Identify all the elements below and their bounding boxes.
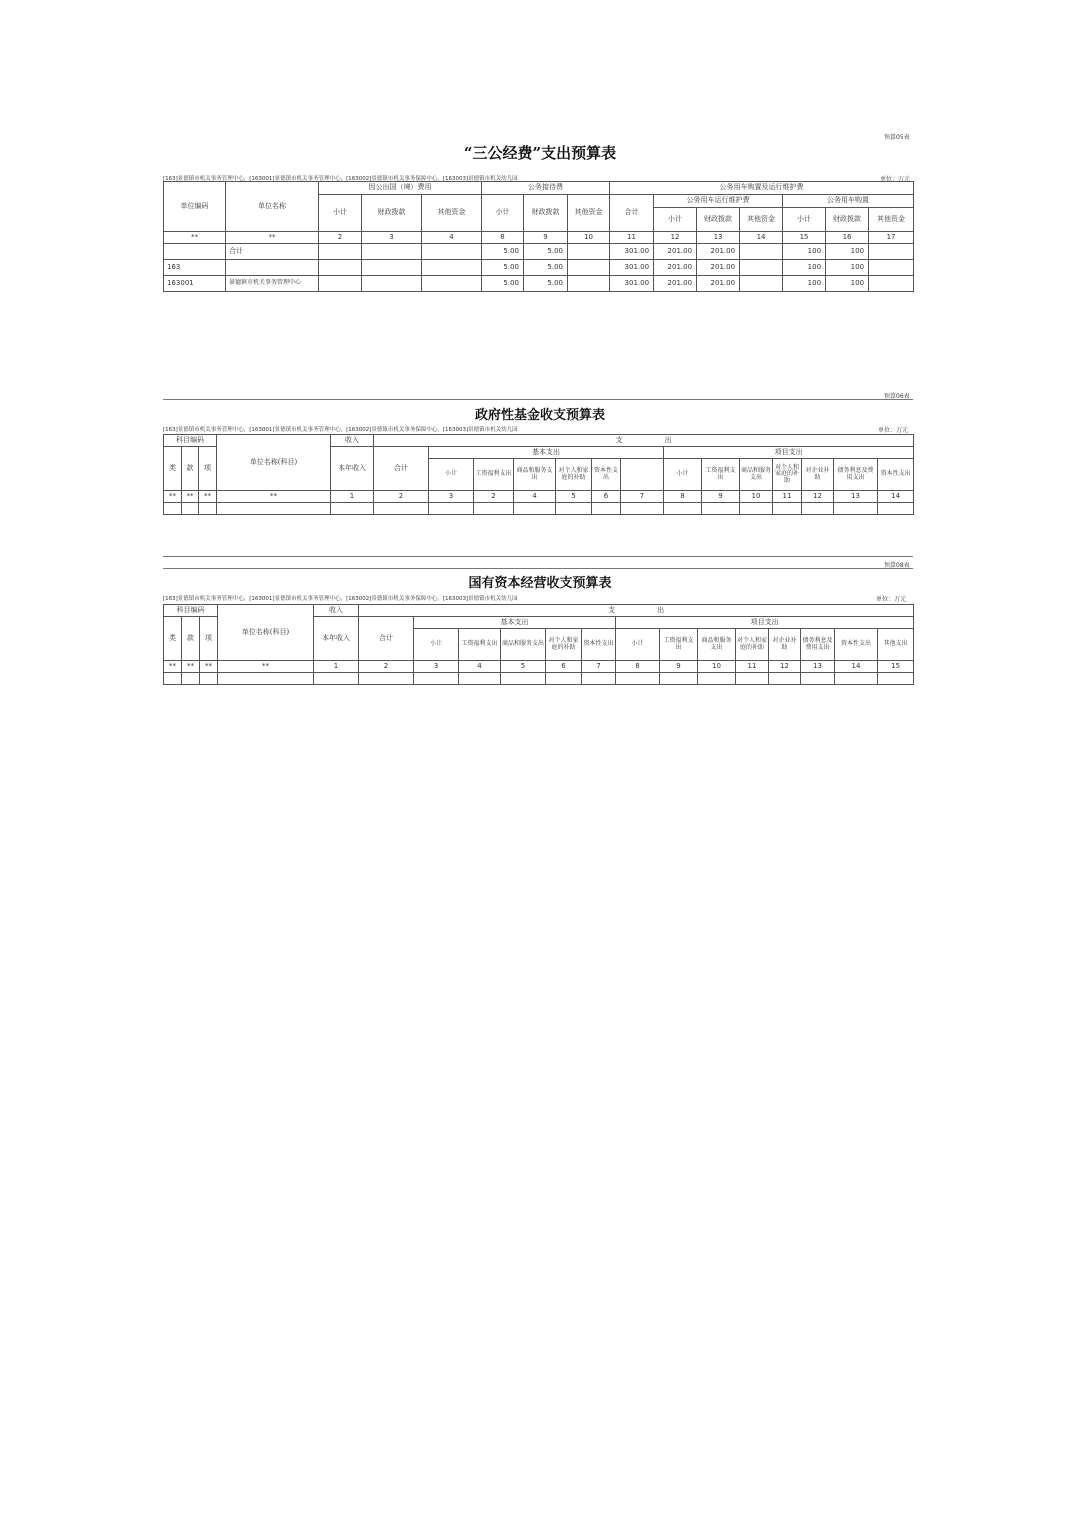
t3-idx: 2 — [359, 661, 414, 673]
t1-cell: 163001 — [164, 276, 226, 292]
t1-h-g3: 公务用车购置及运行维护费 — [610, 182, 914, 195]
t3-h-basic: 基本支出 — [414, 617, 616, 629]
t2-scope: [163]景德镇市机关事务管理中心，[163001]景德镇市机关事务管理中心，[163002]景德镇市机关事务保障中心，[163003]景德镇市机关幼儿园 — [163, 427, 518, 433]
t2-h-subject-code: 科目编码 — [164, 435, 217, 447]
t1-idx: 4 — [422, 232, 482, 244]
t3-idx: 4 — [459, 661, 501, 673]
t1-cell: 5.00 — [482, 260, 524, 276]
t1-cell — [226, 260, 319, 276]
t1-cell: 201.00 — [654, 260, 697, 276]
t2-idx: ** — [217, 491, 331, 503]
t3-h-p-goods: 商品和服务支出 — [698, 629, 736, 661]
t1-cell — [869, 244, 914, 260]
t2-h-b-personal: 对个人和家庭的补助 — [556, 459, 592, 491]
t1-idx: 12 — [654, 232, 697, 244]
t3-idx: 7 — [582, 661, 616, 673]
t2-idx: ** — [182, 491, 199, 503]
t3-table — [163, 604, 914, 685]
t1-cell — [869, 276, 914, 292]
t2-h-xiang: 项 — [199, 447, 217, 491]
t1-idx: 13 — [697, 232, 740, 244]
t1-cell — [740, 260, 783, 276]
t3-h-income: 收入 — [314, 605, 359, 617]
t3-h-kuan: 款 — [182, 617, 200, 661]
t3-h-xiang: 项 — [200, 617, 218, 661]
t3-h-expense: 支 出 — [359, 605, 914, 617]
t1-cell: 景德镇市机关事务管理中心 — [226, 276, 319, 292]
t3-top-rule — [163, 556, 913, 557]
t3-h-b-wage: 工资福利支出 — [459, 629, 501, 661]
t3-idx: 13 — [801, 661, 835, 673]
t1-cell — [319, 244, 362, 260]
t1-cell — [164, 244, 226, 260]
t1-cell — [362, 260, 422, 276]
t2-h-b-capital: 资本性支出 — [592, 459, 621, 491]
t3-idx: ** — [164, 661, 182, 673]
t3-idx: 11 — [736, 661, 769, 673]
t3-index-row — [164, 661, 914, 673]
t1-table — [163, 181, 914, 292]
t2-idx: 7 — [621, 491, 664, 503]
t3-title: 国有资本经营收支预算表 — [468, 576, 612, 591]
t1-idx: 2 — [319, 232, 362, 244]
t3-unit: 单位：万元 — [876, 596, 907, 603]
t1-cell — [568, 260, 610, 276]
t1-cell: 301.00 — [610, 276, 654, 292]
t1-idx: 15 — [783, 232, 826, 244]
t3-idx: ** — [200, 661, 218, 673]
t2-idx: 12 — [802, 491, 834, 503]
t3-idx: 6 — [546, 661, 582, 673]
t1-unit: 单位：万元 — [880, 176, 911, 183]
t1-idx: ** — [164, 232, 226, 244]
t2-h-total: 合计 — [374, 447, 429, 491]
t3-idx: 3 — [414, 661, 459, 673]
t1-h-g3b: 公务用车购置 — [783, 195, 914, 208]
t2-form-number: 预算06表 — [884, 393, 910, 400]
t1-h-g1-fiscal: 财政拨款 — [362, 195, 422, 232]
t1-cell: 100 — [826, 276, 869, 292]
t3-h-lei: 类 — [164, 617, 182, 661]
t2-idx: 4 — [514, 491, 556, 503]
t3-idx: 1 — [314, 661, 359, 673]
table-row — [164, 260, 914, 276]
t2-idx: 3 — [429, 491, 474, 503]
t1-h-g1-subtotal: 小计 — [319, 195, 362, 232]
t1-cell — [740, 244, 783, 260]
t2-h-p-enterprise: 对企业补助 — [802, 459, 834, 491]
t1-title: “三公经费”支出预算表 — [463, 144, 617, 162]
t1-h-g3b-fiscal: 财政拨款 — [826, 208, 869, 232]
t2-h-b-subtotal: 小计 — [429, 459, 474, 491]
t2-h-p-goods: 商品和服务支出 — [740, 459, 773, 491]
t3-h-p-wage: 工资福利支出 — [660, 629, 698, 661]
t2-h-expense: 支 出 — [374, 435, 914, 447]
t1-cell — [319, 260, 362, 276]
t2-h-project: 项目支出 — [664, 447, 914, 459]
t3-h-b-goods: 商品和服务支出 — [501, 629, 546, 661]
t2-idx: 8 — [664, 491, 702, 503]
t1-cell — [422, 260, 482, 276]
t2-h-basic: 基本支出 — [429, 447, 664, 459]
t1-idx: 10 — [568, 232, 610, 244]
t2-h-lei: 类 — [164, 447, 182, 491]
t1-cell: 201.00 — [654, 244, 697, 260]
t2-idx: 6 — [592, 491, 621, 503]
t1-cell: 100 — [826, 260, 869, 276]
t1-idx: 17 — [869, 232, 914, 244]
t1-h-g2-subtotal: 小计 — [482, 195, 524, 232]
t2-idx: 10 — [740, 491, 773, 503]
t3-h-p-capital: 资本性支出 — [835, 629, 878, 661]
t2-h-p-debt: 债务利息及费用支出 — [834, 459, 878, 491]
t1-h-g1-other: 其他资金 — [422, 195, 482, 232]
t1-index-row — [164, 232, 914, 244]
t2-h-this-year-income: 本年收入 — [331, 447, 374, 491]
t1-cell — [362, 276, 422, 292]
t3-h-b-personal: 对个人和家庭的补助 — [546, 629, 582, 661]
t3-idx: ** — [218, 661, 314, 673]
t3-idx: 15 — [878, 661, 914, 673]
t1-cell: 201.00 — [697, 276, 740, 292]
t2-idx: 14 — [878, 491, 914, 503]
t1-idx: 16 — [826, 232, 869, 244]
t2-title: 政府性基金收支预算表 — [474, 408, 605, 423]
t1-h-code: 单位编码 — [164, 182, 226, 232]
t1-idx: 3 — [362, 232, 422, 244]
t3-h-b-capital: 资本性支出 — [582, 629, 616, 661]
t1-cell: 201.00 — [697, 260, 740, 276]
t3-h-p-subtotal: 小计 — [616, 629, 660, 661]
t2-idx: 9 — [702, 491, 740, 503]
t2-idx: 11 — [773, 491, 802, 503]
t1-form-number: 预算05表 — [884, 134, 910, 141]
t3-idx: 10 — [698, 661, 736, 673]
t1-h-name: 单位名称 — [226, 182, 319, 232]
t1-cell: 163 — [164, 260, 226, 276]
t1-h-g2-other: 其他资金 — [568, 195, 610, 232]
t2-h-b-goods: 商品和服务支出 — [514, 459, 556, 491]
t1-cell — [740, 276, 783, 292]
t1-h-g3a-other: 其他资金 — [740, 208, 783, 232]
t1-cell: 5.00 — [524, 244, 568, 260]
t1-h-g3a-fiscal: 财政拨款 — [697, 208, 740, 232]
t2-index-row — [164, 491, 914, 503]
t1-cell — [568, 276, 610, 292]
t3-h-p-debt: 债务利息及费用支出 — [801, 629, 835, 661]
t1-h-g3a: 公务用车运行维护费 — [654, 195, 783, 208]
t3-h-p-other: 其他支出 — [878, 629, 914, 661]
t1-cell: 100 — [783, 244, 826, 260]
t1-idx: 14 — [740, 232, 783, 244]
t2-idx: 2 — [474, 491, 514, 503]
t1-cell: 100 — [826, 244, 869, 260]
t2-h-p-capital: 资本性支出 — [878, 459, 914, 491]
t1-h-g3b-subtotal: 小计 — [783, 208, 826, 232]
t1-h-g2: 公务接待费 — [482, 182, 610, 195]
t1-h-g3a-subtotal: 小计 — [654, 208, 697, 232]
t2-table — [163, 434, 914, 515]
t1-cell — [568, 244, 610, 260]
t3-h-name: 单位名称(科目) — [218, 605, 314, 661]
t2-h-blank — [621, 459, 664, 491]
t3-h-b-subtotal: 小计 — [414, 629, 459, 661]
t2-idx: 5 — [556, 491, 592, 503]
t3-idx: 8 — [616, 661, 660, 673]
t3-h-p-enterprise: 对企业补助 — [769, 629, 801, 661]
t1-cell: 5.00 — [482, 244, 524, 260]
table-row — [164, 276, 914, 292]
t1-cell — [869, 260, 914, 276]
t1-cell: 5.00 — [524, 276, 568, 292]
t3-idx: ** — [182, 661, 200, 673]
t1-cell: 301.00 — [610, 260, 654, 276]
t1-h-g3-total: 合计 — [610, 195, 654, 232]
t1-cell — [422, 244, 482, 260]
t3-idx: 5 — [501, 661, 546, 673]
t2-top-rule — [163, 399, 913, 400]
t3-idx: 14 — [835, 661, 878, 673]
t3-idx: 9 — [660, 661, 698, 673]
t1-cell — [422, 276, 482, 292]
t2-unit: 单位：万元 — [878, 427, 909, 434]
t3-idx: 12 — [769, 661, 801, 673]
t3-h-this-year-income: 本年收入 — [314, 617, 359, 661]
t1-cell — [319, 276, 362, 292]
t1-idx: 11 — [610, 232, 654, 244]
t2-idx: 2 — [374, 491, 429, 503]
t1-cell: 100 — [783, 276, 826, 292]
t1-cell: 合计 — [226, 244, 319, 260]
t1-cell: 5.00 — [524, 260, 568, 276]
t2-idx: 13 — [834, 491, 878, 503]
t1-cell — [362, 244, 422, 260]
table-row — [164, 503, 914, 515]
t3-scope: [163]景德镇市机关事务管理中心，[163001]景德镇市机关事务管理中心，[163002]景德镇市机关事务保障中心，[163003]景德镇市机关幼儿园 — [163, 596, 518, 602]
t2-idx: 1 — [331, 491, 374, 503]
t1-idx: 9 — [524, 232, 568, 244]
t3-h-total: 合计 — [359, 617, 414, 661]
table-row — [164, 673, 914, 685]
t3-second-rule — [163, 568, 913, 569]
t3-h-project: 项目支出 — [616, 617, 914, 629]
t2-h-b-wage: 工资福利支出 — [474, 459, 514, 491]
t1-cell: 100 — [783, 260, 826, 276]
t3-form-number: 预算08表 — [884, 562, 910, 569]
t1-scope: [163]景德镇市机关事务管理中心，[163001]景德镇市机关事务管理中心，[163002]景德镇市机关事务保障中心，[163003]景德镇市机关幼儿园 — [163, 176, 518, 182]
t3-h-p-personal: 对个人和家庭的补助 — [736, 629, 769, 661]
t2-h-income: 收入 — [331, 435, 374, 447]
t2-h-name: 单位名称(科目) — [217, 435, 331, 491]
t1-h-g2-fiscal: 财政拨款 — [524, 195, 568, 232]
t1-cell: 301.00 — [610, 244, 654, 260]
t2-h-p-personal: 对个人和家庭的补助 — [773, 459, 802, 491]
t1-h-g3b-other: 其他资金 — [869, 208, 914, 232]
t1-cell: 201.00 — [697, 244, 740, 260]
t2-idx: ** — [199, 491, 217, 503]
t1-h-g1: 因公出国（境）费用 — [319, 182, 482, 195]
table-row — [164, 244, 914, 260]
t2-h-kuan: 款 — [182, 447, 199, 491]
t1-cell: 5.00 — [482, 276, 524, 292]
t2-h-p-wage: 工资福利支出 — [702, 459, 740, 491]
t2-idx: ** — [164, 491, 182, 503]
t1-idx: ** — [226, 232, 319, 244]
t2-h-p-subtotal: 小计 — [664, 459, 702, 491]
t3-h-subject-code: 科目编码 — [164, 605, 218, 617]
t1-cell: 201.00 — [654, 276, 697, 292]
t1-idx: 8 — [482, 232, 524, 244]
